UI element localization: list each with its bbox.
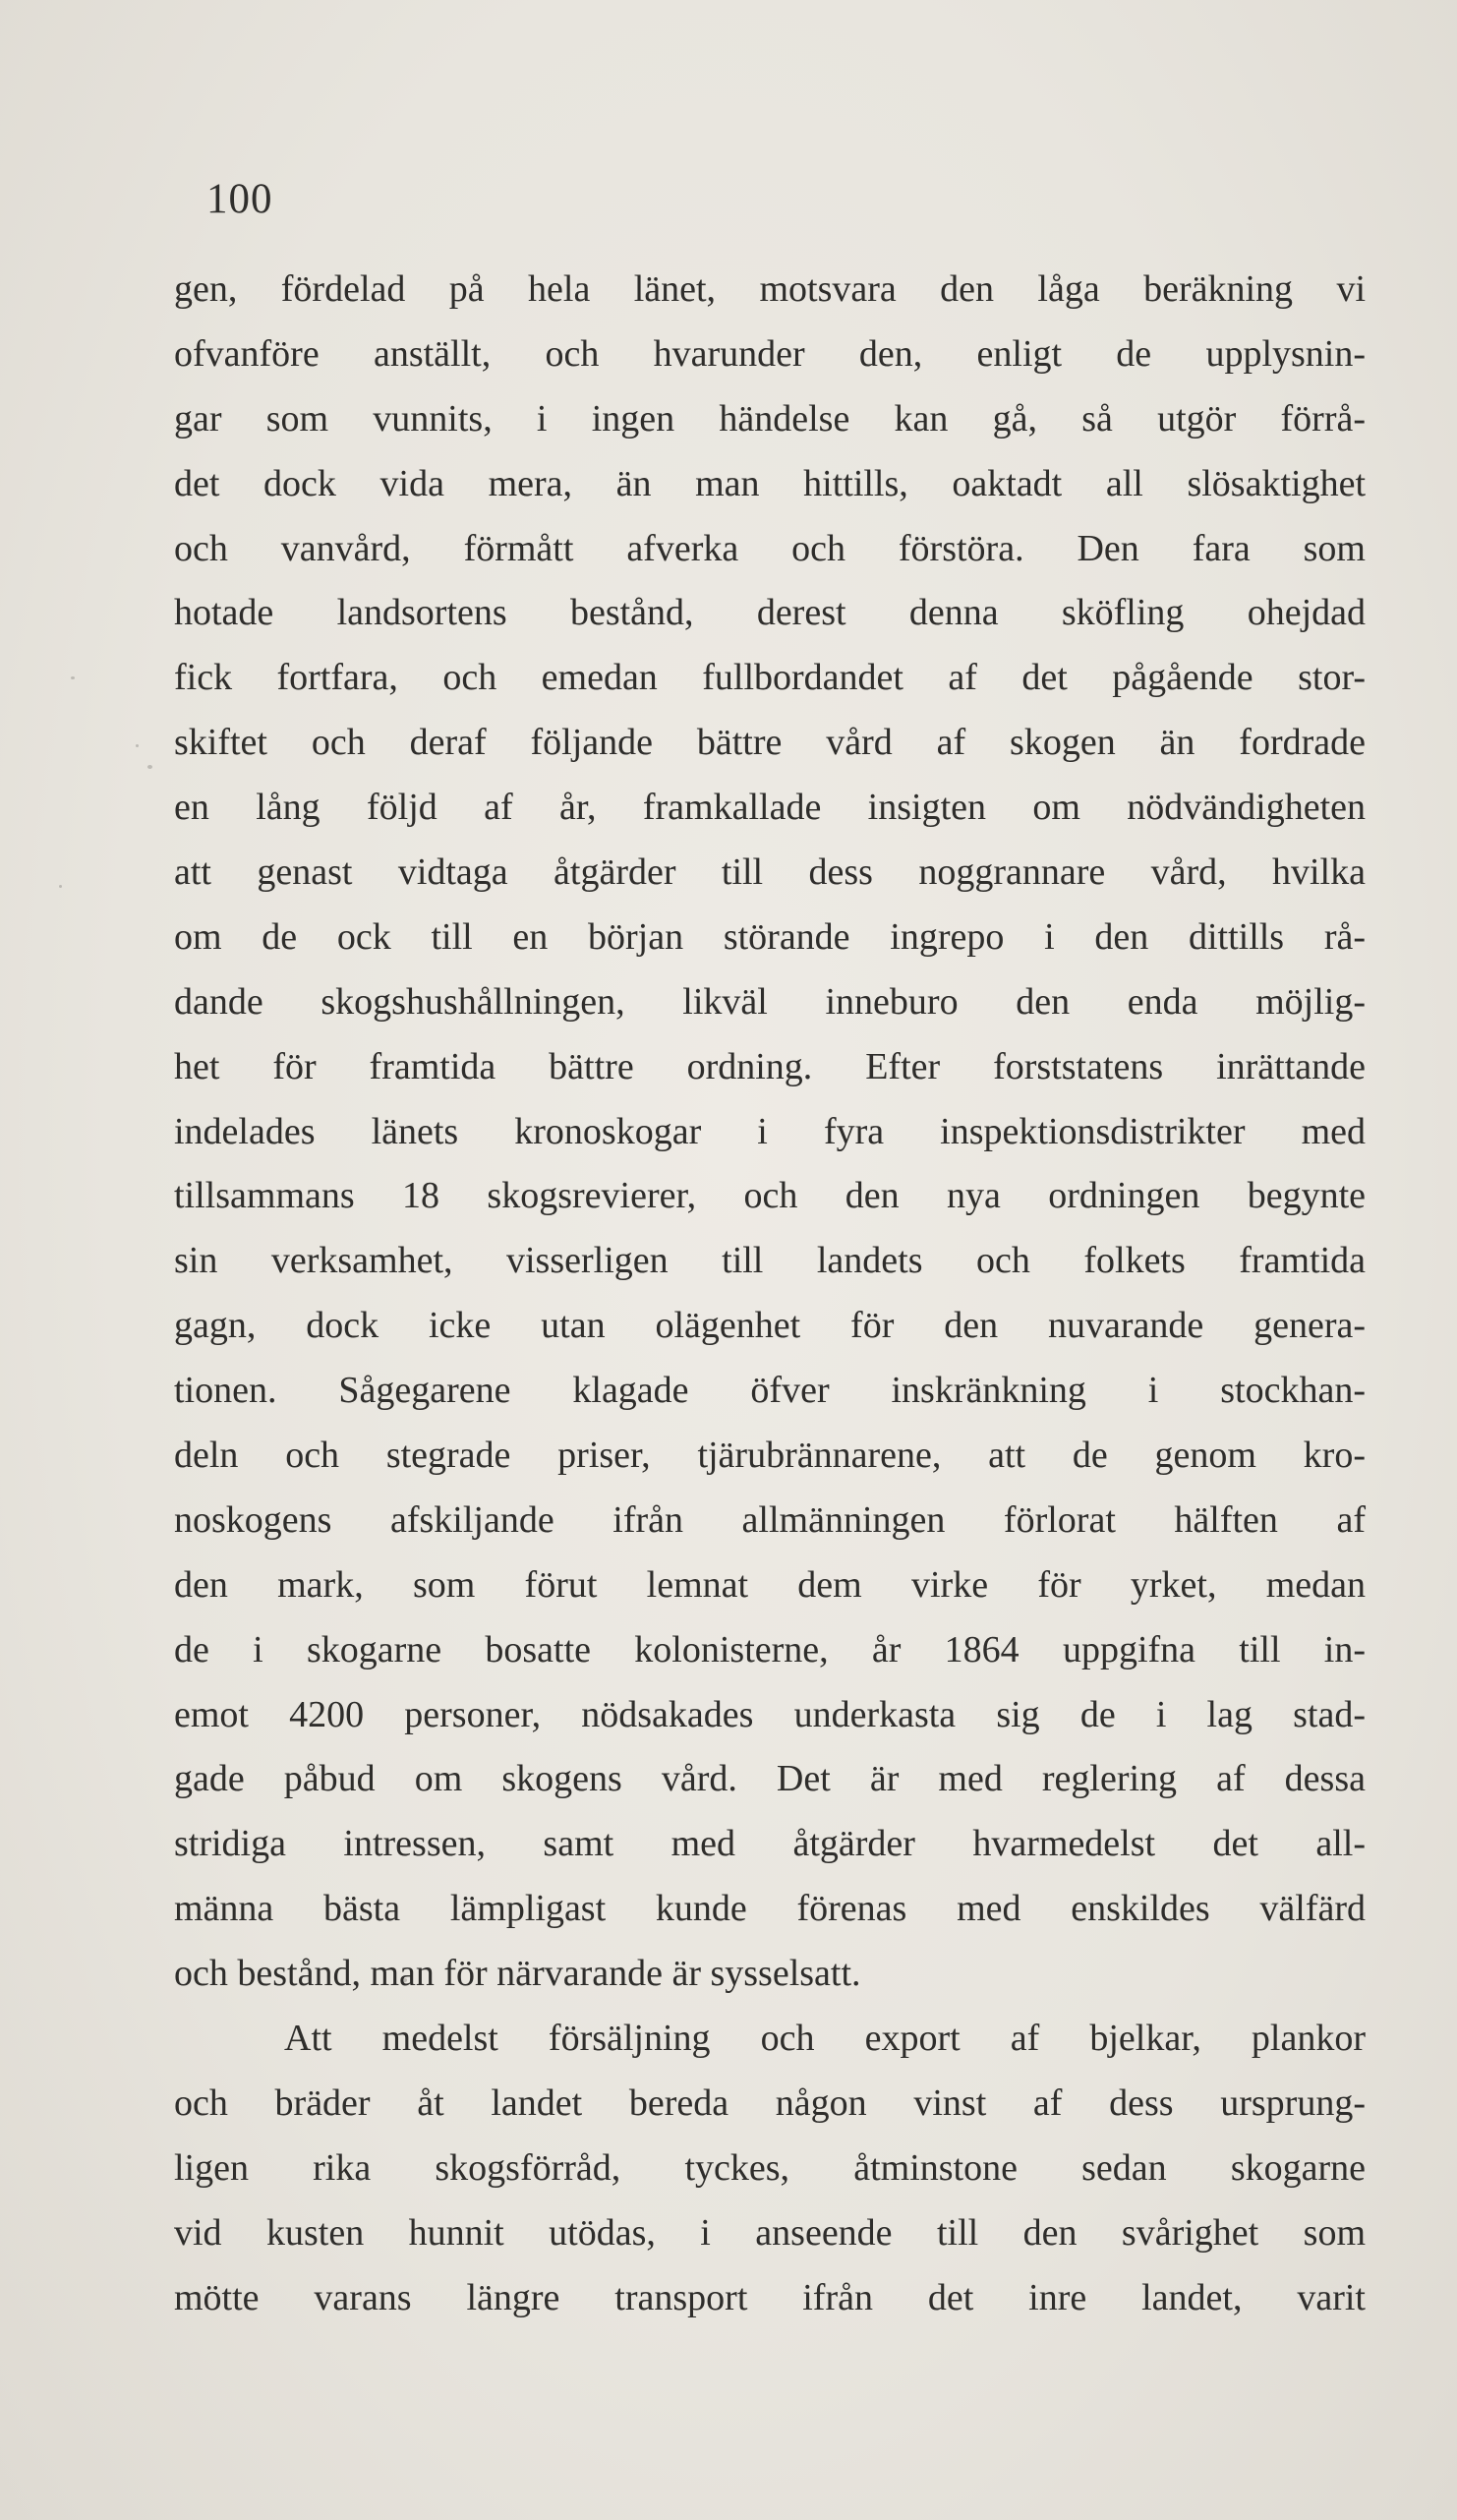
paper-speck [403,1978,407,1982]
text-line: deln och stegrade priser, tjärubrännarene, att de genom kro- [174,1435,1366,1477]
text-line: dande skogshushållningen, likväl inneburo den enda möjlig- [174,980,1366,1023]
text-line: stridiga intressen, samt med åtgärder hvarmedelst det all- [174,1823,1366,1865]
text-line: det dock vida mera, än man hittills, oaktadt all slösaktighet [174,462,1366,504]
text-line: och vanvård, förmått afverka och förstöra. Den fara som [174,527,1366,569]
text-line: gar som vunnits, i ingen händelse kan gå, så utgör förrå- [174,397,1366,440]
text-line: emot 4200 personer, nödsakades underkasta sig de i lag stad- [174,1693,1366,1735]
text-line: en lång följd af år, framkallade insigten om nödvändigheten [174,787,1366,829]
paper-speck [71,676,75,679]
paper-speck [136,744,139,747]
text-line: gagn, dock icke utan olägenhet för den nuvarande genera- [174,1305,1366,1347]
text-line: den mark, som förut lemnat dem virke för yrket, medan [174,1563,1366,1606]
text-line: noskogens afskiljande ifrån allmänningen förlorat hälften af [174,1498,1366,1541]
text-line: sin verksamhet, visserligen till landets och folkets framtida [174,1240,1366,1282]
page-number: 100 [206,176,273,222]
text-line: männa bästa lämpligast kunde förenas med enskildes välfärd [174,1888,1366,1930]
text-line: vid kusten hunnit utödas, i anseende till den svårighet som [174,2211,1366,2254]
text-line: fick fortfara, och emedan fullbordandet af det pågående stor- [174,657,1366,699]
body-text [174,258,1366,2331]
paragraph-first-line: Att medelst försäljning och export af bjelkar, plankor [284,2018,1366,2060]
text-line: hotade landsortens bestånd, derest denna sköfling ohejdad [174,592,1366,634]
paper-speck [147,765,152,769]
paper-speck [59,885,62,888]
text-line: mötte varans längre transport ifrån det inre landet, varit [174,2276,1366,2318]
text-line: om de ock till en början störande ingrepo i den dittills rå- [174,915,1366,958]
text-line: de i skogarne bosatte kolonisterne, år 1864 uppgifna till in- [174,1628,1366,1670]
text-line: ofvanföre anställt, och hvarunder den, enligt de upplysnin- [174,332,1366,375]
text-line: gade påbud om skogens vård. Det är med reglering af dessa [174,1758,1366,1800]
text-line: skiftet och deraf följande bättre vård af skogen än fordrade [174,722,1366,764]
text-line: tionen. Sågegarene klagade öfver inskränkning i stockhan- [174,1370,1366,1412]
text-line: gen, fördelad på hela länet, motsvara den låga beräkning vi [174,268,1366,310]
text-line: att genast vidtaga åtgärder till dess noggrannare vård, hvilka [174,851,1366,894]
text-line: het för framtida bättre ordning. Efter forststatens inrättande [174,1045,1366,1087]
text-line: och bräder åt landet bereda någon vinst af dess ursprung- [174,2081,1366,2124]
text-line: indelades länets kronoskogar i fyra inspektionsdistrikter med [174,1110,1366,1152]
text-line: tillsammans 18 skogsrevierer, och den nya ordningen begynte [174,1175,1366,1217]
text-line: ligen rika skogsförråd, tyckes, åtminstone sedan skogarne [174,2146,1366,2189]
paragraph-last-line: och bestånd, man för närvarande är sysselsatt. [174,1953,861,1995]
